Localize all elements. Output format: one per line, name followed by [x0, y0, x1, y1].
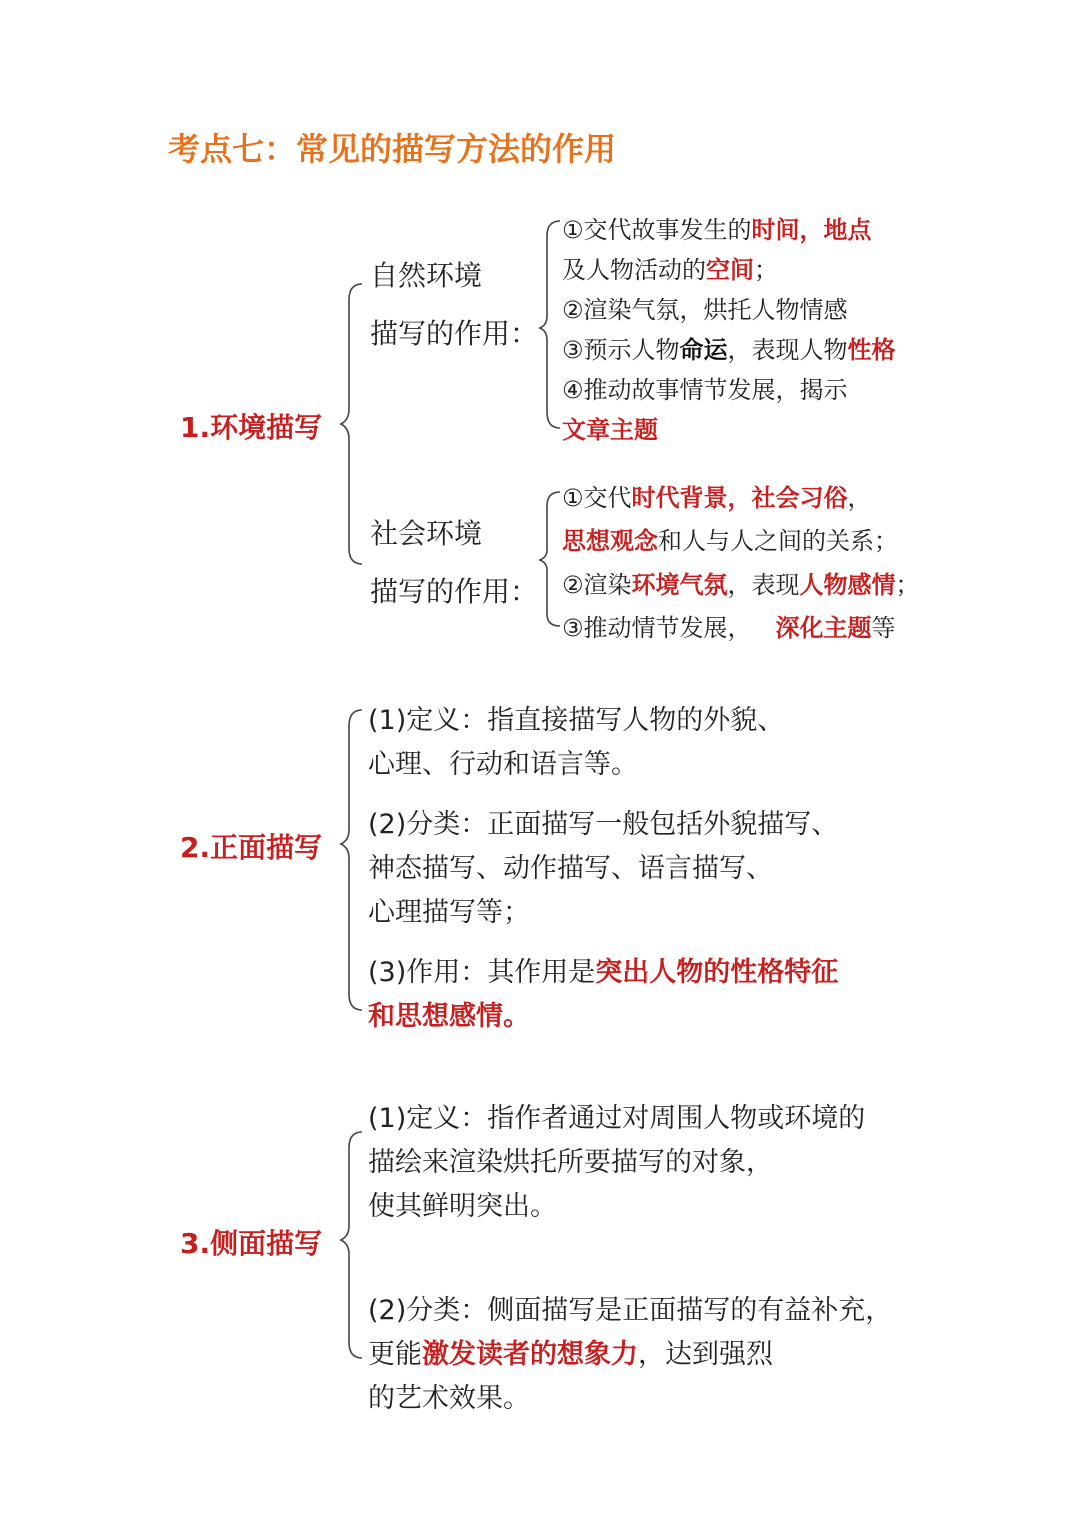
indirect-line-1: (1)定义：指作者通过对周围人物或环境的 [368, 1103, 866, 1134]
social-line-4: ③推动情节发展， 深化主题等 [562, 614, 896, 642]
social-line-3: ②渲染环境气氛，表现人物感情； [562, 571, 920, 599]
social-group-bracket [540, 492, 560, 626]
nature-line-5: ④推动故事情节发展，揭示 [562, 376, 848, 404]
social-line-2: 思想观念和人与人之间的关系； [562, 527, 898, 555]
section-1-bracket [341, 284, 362, 564]
social-line-1: ①交代时代背景，社会习俗， [562, 484, 872, 512]
section-2-bracket [341, 710, 362, 1010]
nature-group-bracket [540, 221, 560, 428]
nature-line-1: ①交代故事发生的时间，地点 [562, 216, 872, 244]
section-label-indirect: 3.侧面描写 [180, 1227, 323, 1260]
nature-label-line-1: 自然环境 [370, 259, 483, 292]
direct-line-7: 和思想感情。 [368, 1001, 530, 1032]
direct-line-6: (3)作用：其作用是突出人物的性格特征 [368, 957, 839, 988]
direct-line-5: 心理描写等； [368, 897, 530, 928]
nature-line-3: ②渲染气氛，烘托人物情感 [562, 296, 848, 324]
direct-line-4: 神态描写、动作描写、语言描写、 [368, 853, 773, 884]
social-label-line-2: 描写的作用： [370, 575, 539, 608]
section-label-environment: 1.环境描写 [180, 411, 323, 444]
direct-line-2: 心理、行动和语言等。 [368, 749, 638, 780]
nature-line-4: ③预示人物命运，表现人物性格 [562, 336, 896, 364]
section-3-bracket [341, 1132, 362, 1358]
indirect-line-3: 使其鲜明突出。 [368, 1191, 557, 1222]
indirect-line-2: 描绘来渲染烘托所要描写的对象， [368, 1147, 773, 1178]
social-label-line-1: 社会环境 [370, 517, 483, 550]
nature-line-2: 及人物活动的空间； [562, 256, 778, 284]
indirect-line-4: (2)分类：侧面描写是正面描写的有益补充， [368, 1295, 893, 1326]
page-title: 考点七：常见的描写方法的作用 [168, 130, 617, 168]
direct-line-1: (1)定义：指直接描写人物的外貌、 [368, 705, 785, 736]
indirect-line-6: 的艺术效果。 [368, 1383, 530, 1414]
section-label-direct: 2.正面描写 [180, 831, 323, 864]
nature-line-6: 文章主题 [562, 416, 658, 444]
direct-line-3: (2)分类：正面描写一般包括外貌描写、 [368, 809, 839, 840]
indirect-line-5: 更能激发读者的想象力，达到强烈 [368, 1339, 773, 1370]
nature-label-line-2: 描写的作用： [370, 317, 539, 350]
